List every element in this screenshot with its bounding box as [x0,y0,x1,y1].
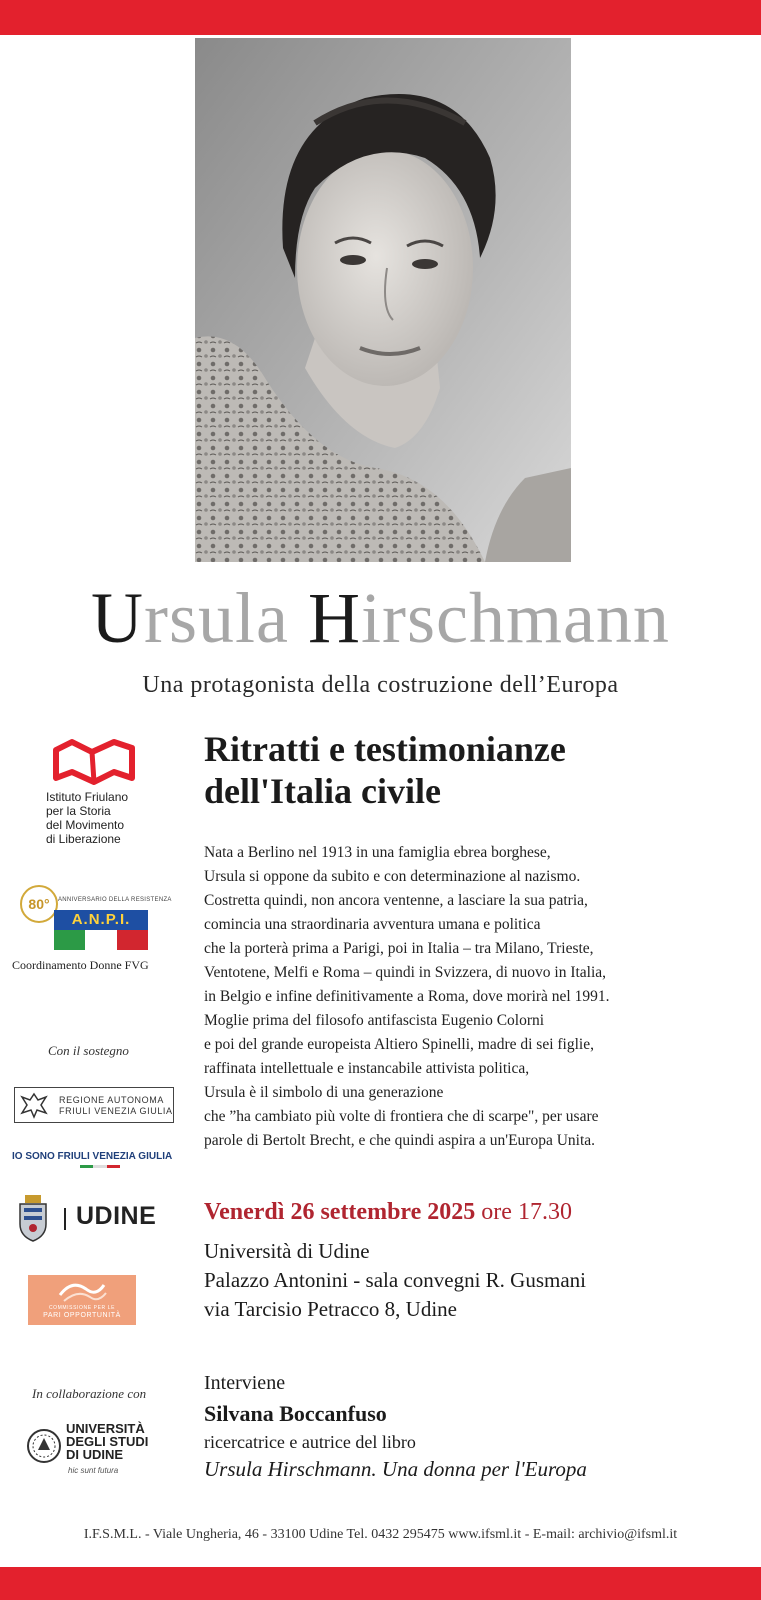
anpi-anniversary-strip: ANNIVERSARIO DELLA RESISTENZA [58,897,172,903]
bottom-red-bar [0,1567,761,1600]
uniud-line: DI UDINE [66,1447,124,1462]
speaker-intro: Interviene [204,1372,286,1394]
regione-line: FRIULI VENEZIA GIULIA [59,1106,173,1116]
ifsml-line: per la Storia [46,804,111,818]
fvg-eagle-icon [19,1091,49,1119]
biography-line: e poi del grande europeista Altiero Spinelli, madre di sei figlie, [204,1036,594,1053]
biography-line: Costretta quindi, non ancora ventenne, a lasciare la sua patria, [204,892,588,909]
biography-line: Moglie prima del filosofo antifascista Eugenio Colorni [204,1012,545,1029]
biography-line: raffinata intellettuale e instancabile attivista politica, [204,1060,530,1077]
biography-line: Ursula si oppone da subito e con determinazione al nazismo. [204,868,581,885]
collaboration-label: In collaborazione con [32,1386,147,1401]
portrait-photo [195,38,571,562]
event-date-time [204,1199,572,1226]
pari-line: PARI OPPORTUNITÀ [43,1312,121,1319]
uniud-seal-icon [26,1428,62,1464]
biography-line: che la porterà prima a Parigi, poi in Italia – tra Milano, Trieste, [204,940,594,957]
title-first-name-rest: rsula [144,578,290,658]
regione-fvg-logo [14,1087,174,1123]
book-title: Ursula Hirschmann. Una donna per l'Europa [204,1457,587,1481]
udine-logo-text: UDINE [76,1202,157,1230]
regione-text [59,1095,173,1117]
biography-paragraph [204,841,744,1153]
pari-opportunita-logo [28,1275,136,1325]
pari-opportunita-swirl-icon [56,1277,108,1307]
uniud-line: UNIVERSITÀ [66,1421,145,1436]
ifsml-book-icon [52,738,136,786]
venue-line: Università di Udine [204,1239,370,1263]
speaker-name: Silvana Boccanfuso [204,1401,387,1426]
biography-line: parole di Bertolt Brecht, e che quindi aspira a un'Europa Unita. [204,1132,596,1149]
section-heading [204,728,724,812]
top-red-bar [0,0,761,35]
footer-contacts: I.F.S.M.L. - Viale Ungheria, 46 - 33100 Udine Tel. 0432 295475 www.ifsml.it - E-mail: archivio@ifsml.it [83,1527,678,1542]
ifsml-name [46,790,166,846]
udine-separator [64,1208,66,1230]
italian-flag-icon [54,930,148,950]
uniud-line: DEGLI STUDI [66,1434,149,1449]
regione-line: REGIONE AUTONOMA [59,1095,164,1105]
title-initial-h: H [308,578,362,658]
ifsml-line: di Liberazione [46,832,121,846]
uniud-motto: hic sunt futura [68,1466,119,1475]
heading-line: Ritratti e testimonianze [204,729,566,769]
ifsml-line: Istituto Friulano [46,790,129,804]
event-date: Venerdì 26 settembre 2025 [204,1199,476,1225]
support-label: Con il sostegno [48,1043,129,1058]
biography-line: Ursula è il simbolo di una generazione [204,1084,444,1101]
biography-line: che ”ha cambiato più volte di frontiera che di scarpe", per usare [204,1108,599,1125]
venue-line: Palazzo Antonini - sala convegni R. Gusmani [204,1268,587,1292]
udine-crest-icon [16,1194,50,1242]
subtitle: Una protagonista della costruzione dell’Europa [142,672,619,698]
anpi-80-badge-icon: 80° [20,885,58,923]
io-sono-flag-line [80,1165,120,1168]
main-title [0,578,761,658]
io-sono-fvg-label: IO SONO FRIULI VENEZIA GIULIA [12,1151,173,1162]
anpi-logo: A.N.P.I. [54,910,148,930]
biography-line: in Belgio e infine definitivamente a Roma, dove morirà nel 1991. [204,988,610,1005]
biography-line: Nata a Berlino nel 1913 in una famiglia ebrea borghese, [204,844,551,861]
pari-line: COMMISSIONE PER LE [48,1305,116,1311]
event-venue [204,1237,586,1324]
event-time: ore 17.30 [481,1199,572,1225]
biography-line: Ventotene, Melfi e Roma – quindi in Svizzera, di nuovo in Italia, [204,964,607,981]
title-initial-u: U [91,578,145,658]
heading-line: dell'Italia civile [204,771,441,811]
ifsml-line: del Movimento [46,818,125,832]
venue-line: via Tarcisio Petracco 8, Udine [204,1297,457,1321]
title-last-name-rest: irschmann [361,578,670,658]
uniud-name [66,1422,148,1461]
biography-line: comincia una straordinaria avventura umana e politica [204,916,541,933]
speaker-role: ricercatrice e autrice del libro [204,1432,416,1452]
anpi-caption: Coordinamento Donne FVG [12,958,149,972]
